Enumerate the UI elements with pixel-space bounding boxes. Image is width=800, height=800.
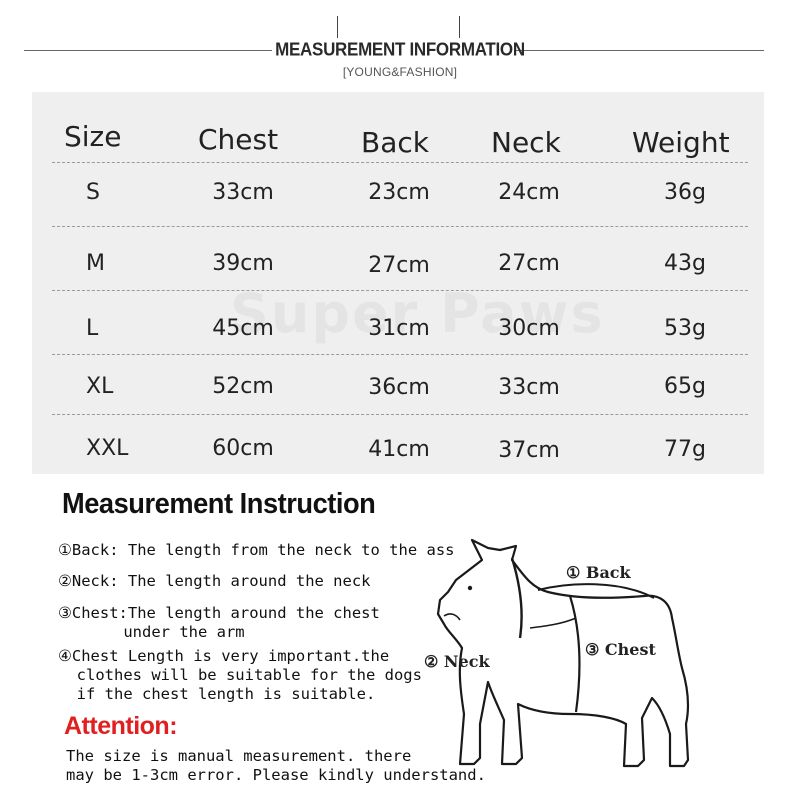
cell-chest: 33cm [212, 180, 274, 205]
cell-neck: 30cm [498, 316, 560, 341]
page-subtitle: [YOUNG&FASHION] [342, 65, 458, 79]
diagram-label-chest: ③ Chest [585, 640, 656, 659]
cell-chest: 60cm [212, 436, 274, 461]
cell-back: 41cm [368, 437, 430, 462]
page-title: MEASUREMENT INFORMATION [275, 39, 525, 60]
column-header-weight: Weight [632, 126, 730, 159]
column-header-chest: Chest [198, 123, 279, 156]
cell-back: 27cm [368, 253, 430, 278]
cell-chest: 39cm [212, 251, 274, 276]
cell-weight: 65g [664, 374, 706, 399]
table-divider [52, 354, 748, 355]
cell-neck: 33cm [498, 375, 560, 400]
cell-chest: 52cm [212, 374, 274, 399]
instruction-line: ④Chest Length is very important.the [58, 647, 390, 665]
table-divider [52, 162, 748, 163]
attention-label: Attention: [64, 712, 178, 740]
column-header-neck: Neck [491, 126, 561, 159]
cell-back: 31cm [368, 316, 430, 341]
cell-size: S [86, 180, 100, 205]
cell-back: 23cm [368, 180, 430, 205]
cell-size: M [86, 251, 105, 276]
instruction-line: ②Neck: The length around the neck [58, 572, 371, 590]
column-header-size: Size [64, 120, 122, 153]
cell-chest: 45cm [212, 316, 274, 341]
cell-size: XXL [86, 436, 129, 461]
instruction-line: ③Chest:The length around the chest [58, 604, 380, 622]
cell-neck: 27cm [498, 251, 560, 276]
instruction-line: if the chest length is suitable. [58, 685, 376, 703]
header-tick-right [459, 16, 460, 38]
instruction-line: clothes will be suitable for the dogs [58, 666, 422, 684]
diagram-label-back: ① Back [566, 563, 631, 582]
instruction-line: ①Back: The length from the neck to the ass [58, 541, 455, 559]
header-tick-left [337, 16, 338, 38]
cell-size: L [86, 316, 99, 341]
cell-weight: 53g [664, 316, 706, 341]
cell-back: 36cm [368, 375, 430, 400]
table-divider [52, 414, 748, 415]
diagram-label-neck: ② Neck [424, 652, 490, 671]
table-divider [52, 226, 748, 227]
column-header-back: Back [361, 126, 429, 159]
cell-weight: 43g [664, 251, 706, 276]
cell-neck: 24cm [498, 180, 560, 205]
table-divider [52, 290, 748, 291]
cell-weight: 77g [664, 437, 706, 462]
attention-note: The size is manual measurement. there [66, 747, 412, 765]
cell-weight: 36g [664, 180, 706, 205]
cell-size: XL [86, 374, 114, 399]
instruction-title: Measurement Instruction [62, 488, 376, 520]
attention-note: may be 1-3cm error. Please kindly understand. [66, 766, 486, 784]
cell-neck: 37cm [498, 438, 560, 463]
instruction-line: under the arm [58, 623, 245, 641]
